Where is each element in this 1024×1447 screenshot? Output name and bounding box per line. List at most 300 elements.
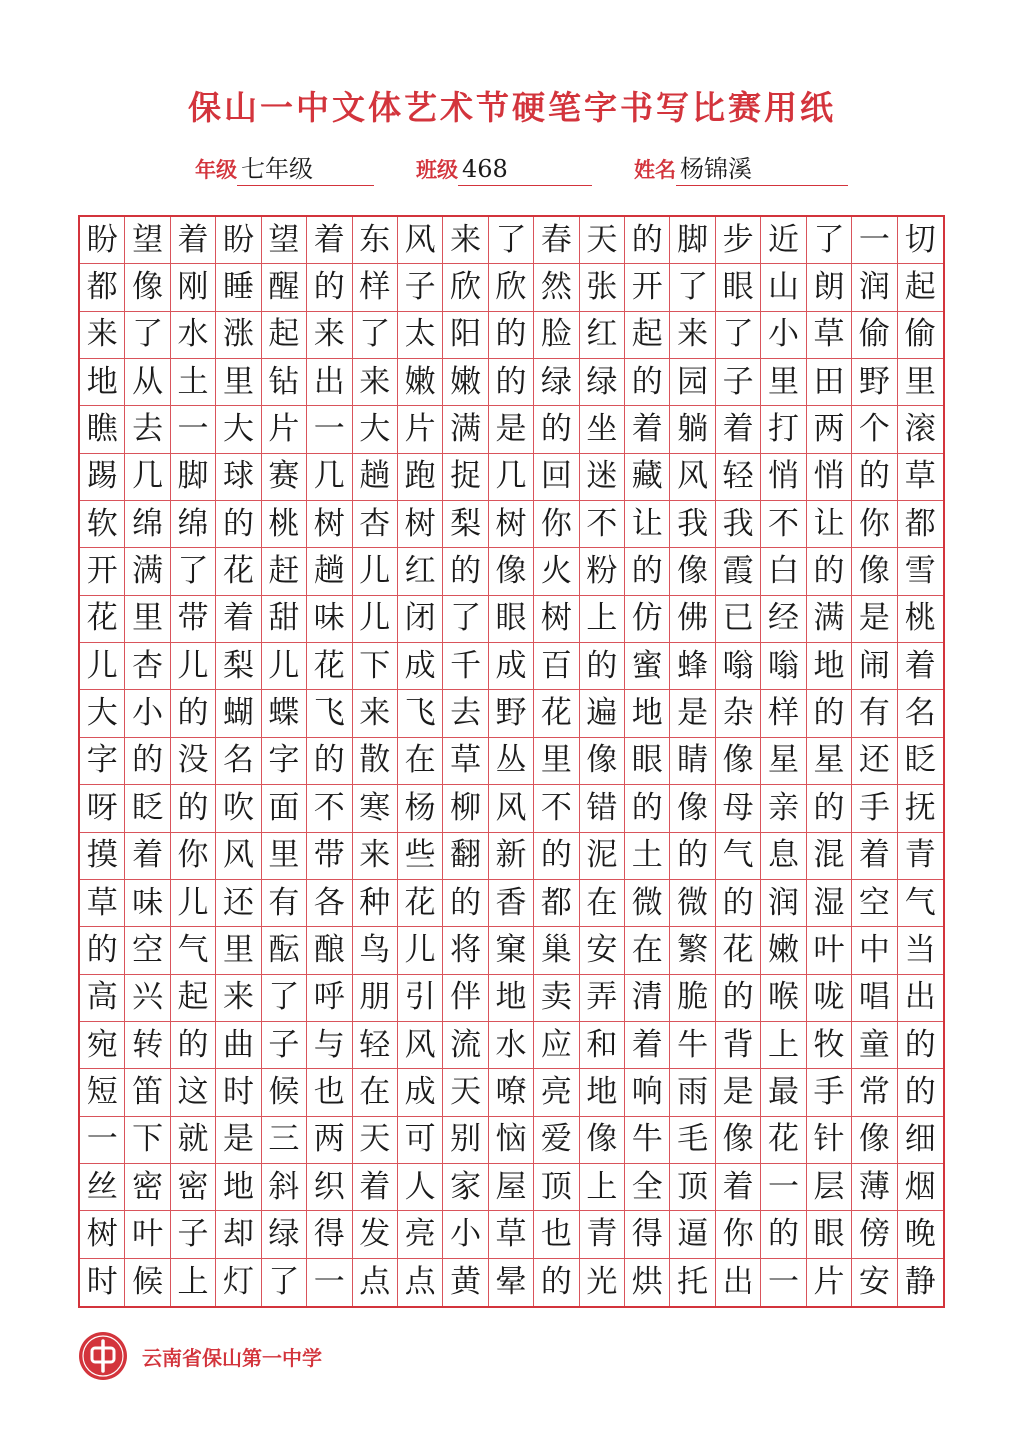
grid-cell: 雪 xyxy=(898,548,943,595)
grid-cell: 出 xyxy=(898,975,943,1022)
grid-cell: 密 xyxy=(125,1164,170,1211)
grid-cell: 火 xyxy=(534,548,579,595)
grid-cell: 你 xyxy=(852,501,897,548)
grid-cell: 个 xyxy=(852,406,897,453)
grid-cell: 像 xyxy=(852,548,897,595)
grid-cell: 的 xyxy=(625,548,670,595)
grid-cell: 气 xyxy=(171,927,216,974)
grid-cell: 还 xyxy=(216,880,261,927)
grid-cell: 也 xyxy=(307,1069,352,1116)
grid-cell: 白 xyxy=(761,548,806,595)
grid-cell: 是 xyxy=(716,1069,761,1116)
grid-cell: 了 xyxy=(716,312,761,359)
grid-cell: 桃 xyxy=(898,596,943,643)
grid-cell: 春 xyxy=(534,217,579,264)
grid-cell: 眨 xyxy=(898,738,943,785)
grid-cell: 晚 xyxy=(898,1211,943,1258)
grid-cell: 千 xyxy=(443,643,488,690)
grid-cell: 叶 xyxy=(807,927,852,974)
grid-cell: 还 xyxy=(852,738,897,785)
grid-cell: 子 xyxy=(398,264,443,311)
grid-cell: 的 xyxy=(625,217,670,264)
grid-cell: 空 xyxy=(125,927,170,974)
grid-cell: 空 xyxy=(852,880,897,927)
grid-cell: 来 xyxy=(670,312,715,359)
grid-cell: 山 xyxy=(761,264,806,311)
grid-cell: 红 xyxy=(580,312,625,359)
grid-cell: 人 xyxy=(398,1164,443,1211)
grid-cell: 一 xyxy=(80,1117,125,1164)
grid-cell: 迷 xyxy=(580,454,625,501)
grid-cell: 星 xyxy=(761,738,806,785)
grid-cell: 几 xyxy=(307,454,352,501)
grid-cell: 花 xyxy=(398,880,443,927)
grid-cell: 赶 xyxy=(262,548,307,595)
grid-cell: 来 xyxy=(443,217,488,264)
grid-cell: 从 xyxy=(125,359,170,406)
grid-cell: 转 xyxy=(125,1022,170,1069)
grid-cell: 候 xyxy=(262,1069,307,1116)
grid-cell: 大 xyxy=(216,406,261,453)
grid-cell: 安 xyxy=(852,1259,897,1306)
grid-cell: 闹 xyxy=(852,643,897,690)
grid-cell: 的 xyxy=(307,738,352,785)
grid-cell: 酿 xyxy=(307,927,352,974)
grid-cell: 烟 xyxy=(898,1164,943,1211)
grid-cell: 丛 xyxy=(489,738,534,785)
grid-cell: 手 xyxy=(807,1069,852,1116)
grid-cell: 近 xyxy=(761,217,806,264)
grid-cell: 风 xyxy=(670,454,715,501)
grid-cell: 的 xyxy=(534,406,579,453)
grid-cell: 是 xyxy=(489,406,534,453)
grid-cell: 着 xyxy=(125,833,170,880)
grid-cell: 黄 xyxy=(443,1259,488,1306)
grid-cell: 错 xyxy=(580,785,625,832)
grid-cell: 让 xyxy=(625,501,670,548)
grid-cell: 甜 xyxy=(262,596,307,643)
grid-cell: 这 xyxy=(171,1069,216,1116)
grid-cell: 得 xyxy=(307,1211,352,1258)
grid-cell: 有 xyxy=(262,880,307,927)
grid-cell: 的 xyxy=(443,548,488,595)
grid-cell: 上 xyxy=(761,1022,806,1069)
grid-cell: 树 xyxy=(489,501,534,548)
grid-cell: 小 xyxy=(761,312,806,359)
grid-cell: 踢 xyxy=(80,454,125,501)
grid-cell: 都 xyxy=(534,880,579,927)
grid-cell: 托 xyxy=(670,1259,715,1306)
grid-cell: 草 xyxy=(489,1211,534,1258)
grid-cell: 起 xyxy=(625,312,670,359)
grid-cell: 起 xyxy=(262,312,307,359)
grid-cell: 草 xyxy=(80,880,125,927)
grid-cell: 趟 xyxy=(353,454,398,501)
grid-cell: 烘 xyxy=(625,1259,670,1306)
grid-cell: 斜 xyxy=(262,1164,307,1211)
grid-cell: 毛 xyxy=(670,1117,715,1164)
grid-cell: 仿 xyxy=(625,596,670,643)
grid-cell: 花 xyxy=(761,1117,806,1164)
grid-cell: 下 xyxy=(353,643,398,690)
grid-cell: 来 xyxy=(353,359,398,406)
grid-cell: 味 xyxy=(125,880,170,927)
grid-cell: 脚 xyxy=(171,454,216,501)
grid-cell: 着 xyxy=(716,1164,761,1211)
grade-value: 七年级 xyxy=(237,153,374,186)
grid-cell: 就 xyxy=(171,1117,216,1164)
grid-cell: 灯 xyxy=(216,1259,261,1306)
grid-cell: 草 xyxy=(807,312,852,359)
grid-cell: 你 xyxy=(534,501,579,548)
grid-cell: 儿 xyxy=(80,643,125,690)
grid-cell: 的 xyxy=(761,1211,806,1258)
grid-cell: 着 xyxy=(716,406,761,453)
grid-cell: 呀 xyxy=(80,785,125,832)
grid-cell: 嘹 xyxy=(489,1069,534,1116)
grid-cell: 卖 xyxy=(534,975,579,1022)
grid-cell: 树 xyxy=(307,501,352,548)
grid-cell: 红 xyxy=(398,548,443,595)
grid-cell: 土 xyxy=(171,359,216,406)
grid-cell: 满 xyxy=(807,596,852,643)
grid-cell: 的 xyxy=(489,312,534,359)
grid-cell: 亲 xyxy=(761,785,806,832)
grid-cell: 睛 xyxy=(670,738,715,785)
grid-cell: 轻 xyxy=(353,1022,398,1069)
grid-cell: 来 xyxy=(353,833,398,880)
grid-cell: 味 xyxy=(307,596,352,643)
grid-cell: 与 xyxy=(307,1022,352,1069)
grid-cell: 的 xyxy=(807,690,852,737)
grid-cell: 的 xyxy=(898,1022,943,1069)
grid-cell: 脸 xyxy=(534,312,579,359)
grid-cell: 子 xyxy=(171,1211,216,1258)
grid-cell: 母 xyxy=(716,785,761,832)
grid-cell: 水 xyxy=(171,312,216,359)
grid-cell: 弄 xyxy=(580,975,625,1022)
grid-cell: 坐 xyxy=(580,406,625,453)
grid-cell: 杂 xyxy=(716,690,761,737)
grid-cell: 点 xyxy=(353,1259,398,1306)
grid-cell: 土 xyxy=(625,833,670,880)
grid-cell: 是 xyxy=(670,690,715,737)
grid-cell: 应 xyxy=(534,1022,579,1069)
grid-cell: 嫩 xyxy=(398,359,443,406)
grid-cell: 静 xyxy=(904,1263,936,1300)
grid-cell: 风 xyxy=(398,1022,443,1069)
grid-cell: 一 xyxy=(761,1164,806,1211)
grid-cell: 睡 xyxy=(216,264,261,311)
grid-cell: 开 xyxy=(625,264,670,311)
school-name: 云南省保山第一中学 xyxy=(142,1345,322,1370)
grid-cell: 着 xyxy=(216,596,261,643)
grid-cell: 嫩 xyxy=(761,927,806,974)
grid-cell: 当 xyxy=(898,927,943,974)
grid-cell: 酝 xyxy=(262,927,307,974)
grid-cell: 手 xyxy=(852,785,897,832)
grid-cell: 一 xyxy=(852,217,897,264)
grid-cell: 桃 xyxy=(262,501,307,548)
grid-cell: 寒 xyxy=(353,785,398,832)
grid-cell: 的 xyxy=(307,264,352,311)
grid-cell: 偷 xyxy=(898,312,943,359)
grid-cell: 球 xyxy=(216,454,261,501)
name-label: 姓名 xyxy=(634,157,676,182)
grid-cell: 丝 xyxy=(80,1164,125,1211)
grid-cell: 上 xyxy=(171,1259,216,1306)
grid-cell: 曲 xyxy=(216,1022,261,1069)
grid-cell: 里 xyxy=(125,596,170,643)
grid-cell: 伴 xyxy=(443,975,488,1022)
grid-cell: 牛 xyxy=(670,1022,715,1069)
grid-cell: 片 xyxy=(398,406,443,453)
grid-cell: 遍 xyxy=(580,690,625,737)
grid-cell: 来 xyxy=(216,975,261,1022)
grid-cell: 杨 xyxy=(398,785,443,832)
name-value: 杨锦溪 xyxy=(676,153,848,186)
grade-label: 年级 xyxy=(195,157,237,182)
grid-cell: 蝶 xyxy=(262,690,307,737)
grid-cell: 笛 xyxy=(125,1069,170,1116)
grid-cell: 些 xyxy=(398,833,443,880)
grid-cell: 牧 xyxy=(807,1022,852,1069)
grid-cell: 儿 xyxy=(171,643,216,690)
grid-cell: 咙 xyxy=(807,975,852,1022)
grid-cell: 躺 xyxy=(670,406,715,453)
grid-cell: 野 xyxy=(489,690,534,737)
grid-cell: 带 xyxy=(171,596,216,643)
grid-cell: 光 xyxy=(580,1259,625,1306)
grid-cell: 飞 xyxy=(307,690,352,737)
grid-cell: 恼 xyxy=(489,1117,534,1164)
grid-cell: 的 xyxy=(489,359,534,406)
grid-cell: 刚 xyxy=(171,264,216,311)
grid-cell: 起 xyxy=(898,264,943,311)
grid-cell: 在 xyxy=(625,927,670,974)
grid-cell: 儿 xyxy=(398,927,443,974)
grid-cell: 了 xyxy=(670,264,715,311)
grid-cell: 了 xyxy=(171,548,216,595)
grid-cell: 片 xyxy=(262,406,307,453)
grid-cell: 悄 xyxy=(807,454,852,501)
grid-cell: 一 xyxy=(307,406,352,453)
grid-cell: 眨 xyxy=(125,785,170,832)
grid-cell: 捉 xyxy=(443,454,488,501)
grid-cell: 响 xyxy=(625,1069,670,1116)
grid-cell: 小 xyxy=(125,690,170,737)
grid-cell: 霞 xyxy=(716,548,761,595)
grid-cell: 层 xyxy=(807,1164,852,1211)
grid-cell: 的 xyxy=(807,548,852,595)
grid-cell: 短 xyxy=(80,1069,125,1116)
grid-cell: 泥 xyxy=(580,833,625,880)
grid-cell: 翻 xyxy=(443,833,488,880)
grid-cell: 片 xyxy=(807,1259,852,1306)
grid-cell: 小 xyxy=(443,1211,488,1258)
grid-cell: 来 xyxy=(353,690,398,737)
grid-cell: 里 xyxy=(898,359,943,406)
grid-cell: 百 xyxy=(534,643,579,690)
writing-grid xyxy=(78,215,945,1308)
grid-cell: 润 xyxy=(852,264,897,311)
grid-cell: 东 xyxy=(353,217,398,264)
grid-cell: 散 xyxy=(353,738,398,785)
grid-cell: 别 xyxy=(443,1117,488,1164)
grid-cell: 像 xyxy=(489,548,534,595)
grid-cell: 风 xyxy=(489,785,534,832)
grid-cell: 蝴 xyxy=(216,690,261,737)
grid-cell: 去 xyxy=(443,690,488,737)
grid-cell: 了 xyxy=(262,975,307,1022)
class-field xyxy=(416,152,592,186)
grid-cell: 是 xyxy=(852,596,897,643)
grid-cell: 我 xyxy=(716,501,761,548)
grid-cell: 安 xyxy=(580,927,625,974)
grid-cell: 字 xyxy=(262,738,307,785)
grid-cell: 湿 xyxy=(807,880,852,927)
grid-cell: 已 xyxy=(716,596,761,643)
grid-cell: 绵 xyxy=(125,501,170,548)
grid-cell: 出 xyxy=(307,359,352,406)
grid-cell: 花 xyxy=(307,643,352,690)
grid-cell: 高 xyxy=(80,975,125,1022)
grid-cell: 步 xyxy=(716,217,761,264)
grid-cell: 张 xyxy=(580,264,625,311)
grid-cell: 气 xyxy=(716,833,761,880)
grid-cell: 花 xyxy=(534,690,579,737)
grid-cell: 着 xyxy=(353,1164,398,1211)
grid-cell: 像 xyxy=(670,785,715,832)
grid-cell: 子 xyxy=(716,359,761,406)
grid-cell: 的 xyxy=(216,501,261,548)
grid-cell: 阳 xyxy=(443,312,488,359)
grid-cell: 可 xyxy=(398,1117,443,1164)
grid-cell: 一 xyxy=(171,406,216,453)
grid-cell: 盼 xyxy=(216,217,261,264)
grid-cell: 不 xyxy=(761,501,806,548)
grid-cell: 细 xyxy=(898,1117,943,1164)
grid-cell: 的 xyxy=(443,880,488,927)
grid-cell: 脚 xyxy=(670,217,715,264)
grid-cell: 没 xyxy=(171,738,216,785)
grid-cell: 花 xyxy=(80,596,125,643)
grid-cell: 两 xyxy=(807,406,852,453)
grid-cell: 盼 xyxy=(80,217,125,264)
grid-cell: 来 xyxy=(80,312,125,359)
grid-cell: 里 xyxy=(262,833,307,880)
grid-cell: 新 xyxy=(489,833,534,880)
grid-cell: 青 xyxy=(580,1211,625,1258)
grid-cell: 时 xyxy=(80,1259,125,1306)
grid-cell: 树 xyxy=(80,1211,125,1258)
grid-cell: 满 xyxy=(443,406,488,453)
grid-cell: 两 xyxy=(307,1117,352,1164)
grid-cell: 了 xyxy=(443,596,488,643)
grid-cell: 一 xyxy=(761,1259,806,1306)
grid-cell: 的 xyxy=(807,785,852,832)
grid-cell: 花 xyxy=(216,548,261,595)
grid-cell: 地 xyxy=(489,975,534,1022)
school-emblem-icon xyxy=(78,1331,128,1381)
grid-cell: 的 xyxy=(716,880,761,927)
grid-cell: 梨 xyxy=(443,501,488,548)
grid-cell: 水 xyxy=(489,1022,534,1069)
grid-cell: 的 xyxy=(852,454,897,501)
grid-cell: 亮 xyxy=(398,1211,443,1258)
grid-cell: 大 xyxy=(353,406,398,453)
grid-cell: 呼 xyxy=(307,975,352,1022)
grid-cell: 像 xyxy=(670,548,715,595)
grid-cell: 嗡 xyxy=(716,643,761,690)
grid-cell: 花 xyxy=(716,927,761,974)
grid-cell: 了 xyxy=(489,217,534,264)
grid-cell: 着 xyxy=(625,406,670,453)
grid-cell: 兴 xyxy=(125,975,170,1022)
grid-cell: 下 xyxy=(125,1117,170,1164)
grid-cell: 不 xyxy=(534,785,579,832)
grid-cell: 微 xyxy=(625,880,670,927)
grid-cell: 繁 xyxy=(670,927,715,974)
grid-cell: 里 xyxy=(534,738,579,785)
grid-cell: 野 xyxy=(852,359,897,406)
grade-field xyxy=(195,152,374,186)
grid-cell: 全 xyxy=(625,1164,670,1211)
grid-cell: 也 xyxy=(534,1211,579,1258)
grid-cell: 气 xyxy=(898,880,943,927)
grid-cell: 了 xyxy=(353,312,398,359)
grid-cell: 像 xyxy=(580,738,625,785)
grid-cell: 样 xyxy=(353,264,398,311)
grid-cell: 园 xyxy=(670,359,715,406)
grid-cell: 顶 xyxy=(534,1164,579,1211)
grid-cell: 清 xyxy=(625,975,670,1022)
grid-cell: 面 xyxy=(262,785,307,832)
grid-cell: 滚 xyxy=(898,406,943,453)
grid-cell: 朗 xyxy=(807,264,852,311)
grid-cell: 唱 xyxy=(852,975,897,1022)
grid-cell: 针 xyxy=(807,1117,852,1164)
grid-cell: 傍 xyxy=(852,1211,897,1258)
grid-cell: 柳 xyxy=(443,785,488,832)
grid-cell: 逼 xyxy=(670,1211,715,1258)
grid-cell: 你 xyxy=(171,833,216,880)
grid-cell: 天 xyxy=(443,1069,488,1116)
grid-cell: 薄 xyxy=(852,1164,897,1211)
grid-cell: 切 xyxy=(898,217,943,264)
grid-cell: 各 xyxy=(307,880,352,927)
grid-cell: 欣 xyxy=(489,264,534,311)
grid-cell: 跑 xyxy=(398,454,443,501)
grid-cell: 满 xyxy=(125,548,170,595)
grid-cell: 微 xyxy=(670,880,715,927)
grid-cell: 几 xyxy=(125,454,170,501)
grid-cell: 童 xyxy=(852,1022,897,1069)
grid-cell: 的 xyxy=(171,1022,216,1069)
grid-cell: 脆 xyxy=(670,975,715,1022)
grid-cell: 眼 xyxy=(625,738,670,785)
grid-cell: 叶 xyxy=(125,1211,170,1258)
grid-cell: 嗡 xyxy=(761,643,806,690)
grid-cell: 瞧 xyxy=(80,406,125,453)
grid-cell: 树 xyxy=(534,596,579,643)
grid-cell: 晕 xyxy=(489,1259,534,1306)
grid-cell: 名 xyxy=(216,738,261,785)
grid-cell: 钻 xyxy=(262,359,307,406)
grid-cell: 青 xyxy=(898,833,943,880)
grid-cell: 是 xyxy=(216,1117,261,1164)
grid-cell: 杏 xyxy=(125,643,170,690)
